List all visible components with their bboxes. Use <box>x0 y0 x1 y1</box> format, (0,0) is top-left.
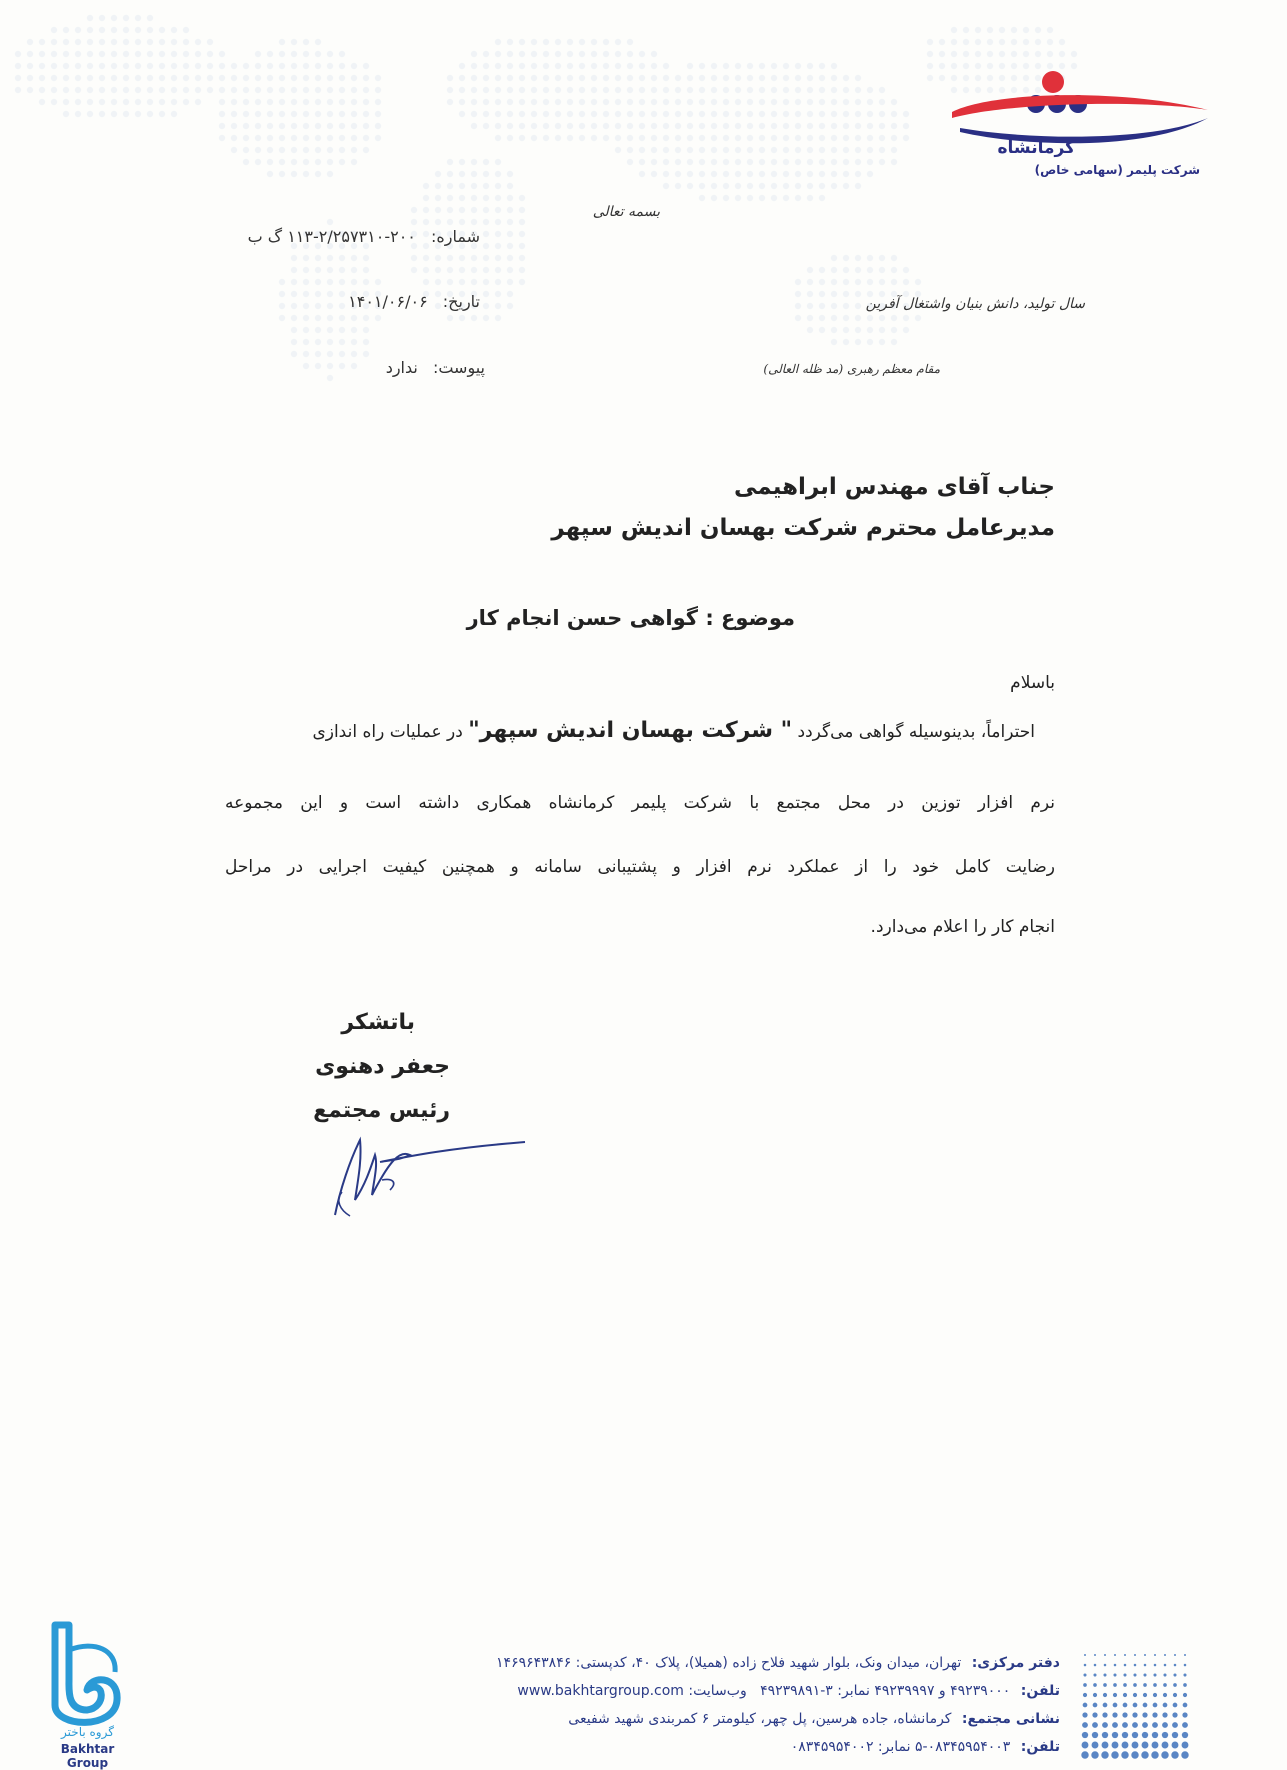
subject-text: گواهی حسن انجام کار <box>466 606 698 630</box>
body-company-name: " شرکت بهسان اندیش سپهر" <box>468 718 793 743</box>
letter-attachment <box>300 358 485 377</box>
body-line-1 <box>225 718 1035 743</box>
handwritten-signature <box>330 1120 530 1220</box>
body-line-3: رضایت کامل خود را از عملکرد نرم افزار و پشتیبانی سامانه و همچنین کیفیت اجرایی در مراحل <box>225 857 1055 877</box>
body-line-2: نرم افزار توزین در محل مجتمع با شرکت پلیمر کرمانشاه همکاری داشته است و این مجموعه <box>225 793 1055 813</box>
footer-phone-value: ۴۹۲۳۹۰۰۰ و ۴۹۲۳۹۹۹۷ نمابر: ۳-۴۹۲۳۹۸۹۱ <box>760 1683 1011 1699</box>
signer-title: رئیس مجتمع <box>313 1098 450 1123</box>
bakhtar-group-logo <box>45 1620 130 1740</box>
footer-complex-label: نشانی مجتمع: <box>961 1711 1060 1727</box>
group-name-en: Bakhtar Group <box>60 1742 115 1770</box>
attachment-label: پیوست: <box>432 358 485 377</box>
signer-name: جعفر دهنوی <box>315 1054 450 1079</box>
body-line-1-end: در عملیات راه اندازی <box>312 722 463 742</box>
polymer-kermanshah-logo <box>950 70 1210 200</box>
body-line-1-start: احتراماً، بدینوسیله گواهی می‌گردد <box>797 722 1035 742</box>
body-line-4: انجام کار را اعلام می‌دارد. <box>870 917 1055 937</box>
letter-number <box>220 227 480 246</box>
greeting: باسلام <box>1010 673 1055 693</box>
logo-company-name: کرمانشاه <box>997 138 1075 158</box>
footer-complex-address: کرمانشاه، جاده هرسین، پل چهر، کیلومتر ۶ کمربندی شهید شفیعی <box>568 1711 952 1727</box>
footer-complex-phone-value: ۰۸۳۴۵۹۵۴۰۰۳-۵ نمابر: ۰۸۳۴۵۹۵۴۰۰۲ <box>790 1739 1011 1755</box>
recipient-line-1: جناب آقای مهندس ابراهیمی <box>734 474 1055 500</box>
footer-website-link[interactable]: www.bakhtargroup.com <box>517 1683 684 1699</box>
world-map-watermark <box>0 0 1287 460</box>
recipient-line-2: مدیرعامل محترم شرکت بهسان اندیش سپهر <box>551 515 1055 541</box>
letter-date <box>260 292 480 311</box>
closing: باتشکر <box>341 1010 415 1035</box>
subject-label: موضوع : <box>705 606 795 630</box>
attachment-value: ندارد <box>385 358 418 377</box>
footer-hq <box>330 1655 1060 1671</box>
footer-complex <box>330 1711 1060 1727</box>
footer-dot-pattern <box>1080 1650 1190 1760</box>
footer-phone-label: تلفن: <box>1020 1683 1060 1699</box>
date-value: ۱۴۰۱/۰۶/۰۶ <box>348 292 428 311</box>
footer-hq-label: دفتر مرکزی: <box>971 1655 1060 1671</box>
invocation-text: بسمه تعالی <box>592 204 660 220</box>
year-slogan: سال تولید، دانش بنیان واشتغال آفرین <box>865 296 1085 312</box>
number-label: شماره: <box>430 227 480 246</box>
footer-website-label: وب‌سایت: <box>688 1683 747 1699</box>
slogan-attribution: مقام معظم رهبری (مد ظله العالی) <box>763 362 940 376</box>
subject-line <box>466 606 795 630</box>
footer-complex-phone-label: تلفن: <box>1020 1739 1060 1755</box>
group-name-fa: گروه باختر <box>61 1725 114 1739</box>
logo-company-subtitle: شرکت پلیمر (سهامی خاص) <box>1034 163 1200 177</box>
footer-hq-address: تهران، میدان ونک، بلوار شهید فلاح زاده (همیلا)، پلاک ۴۰، کدپستی: ۱۴۶۹۶۴۳۸۴۶ <box>496 1655 962 1671</box>
footer-hq-contact <box>330 1683 1060 1699</box>
number-value: ۲۰۰-۲/۲۵۷۳۱۰-۱۱۳ گ ب <box>247 227 416 246</box>
footer-complex-contact <box>330 1739 1060 1755</box>
date-label: تاریخ: <box>442 292 480 311</box>
